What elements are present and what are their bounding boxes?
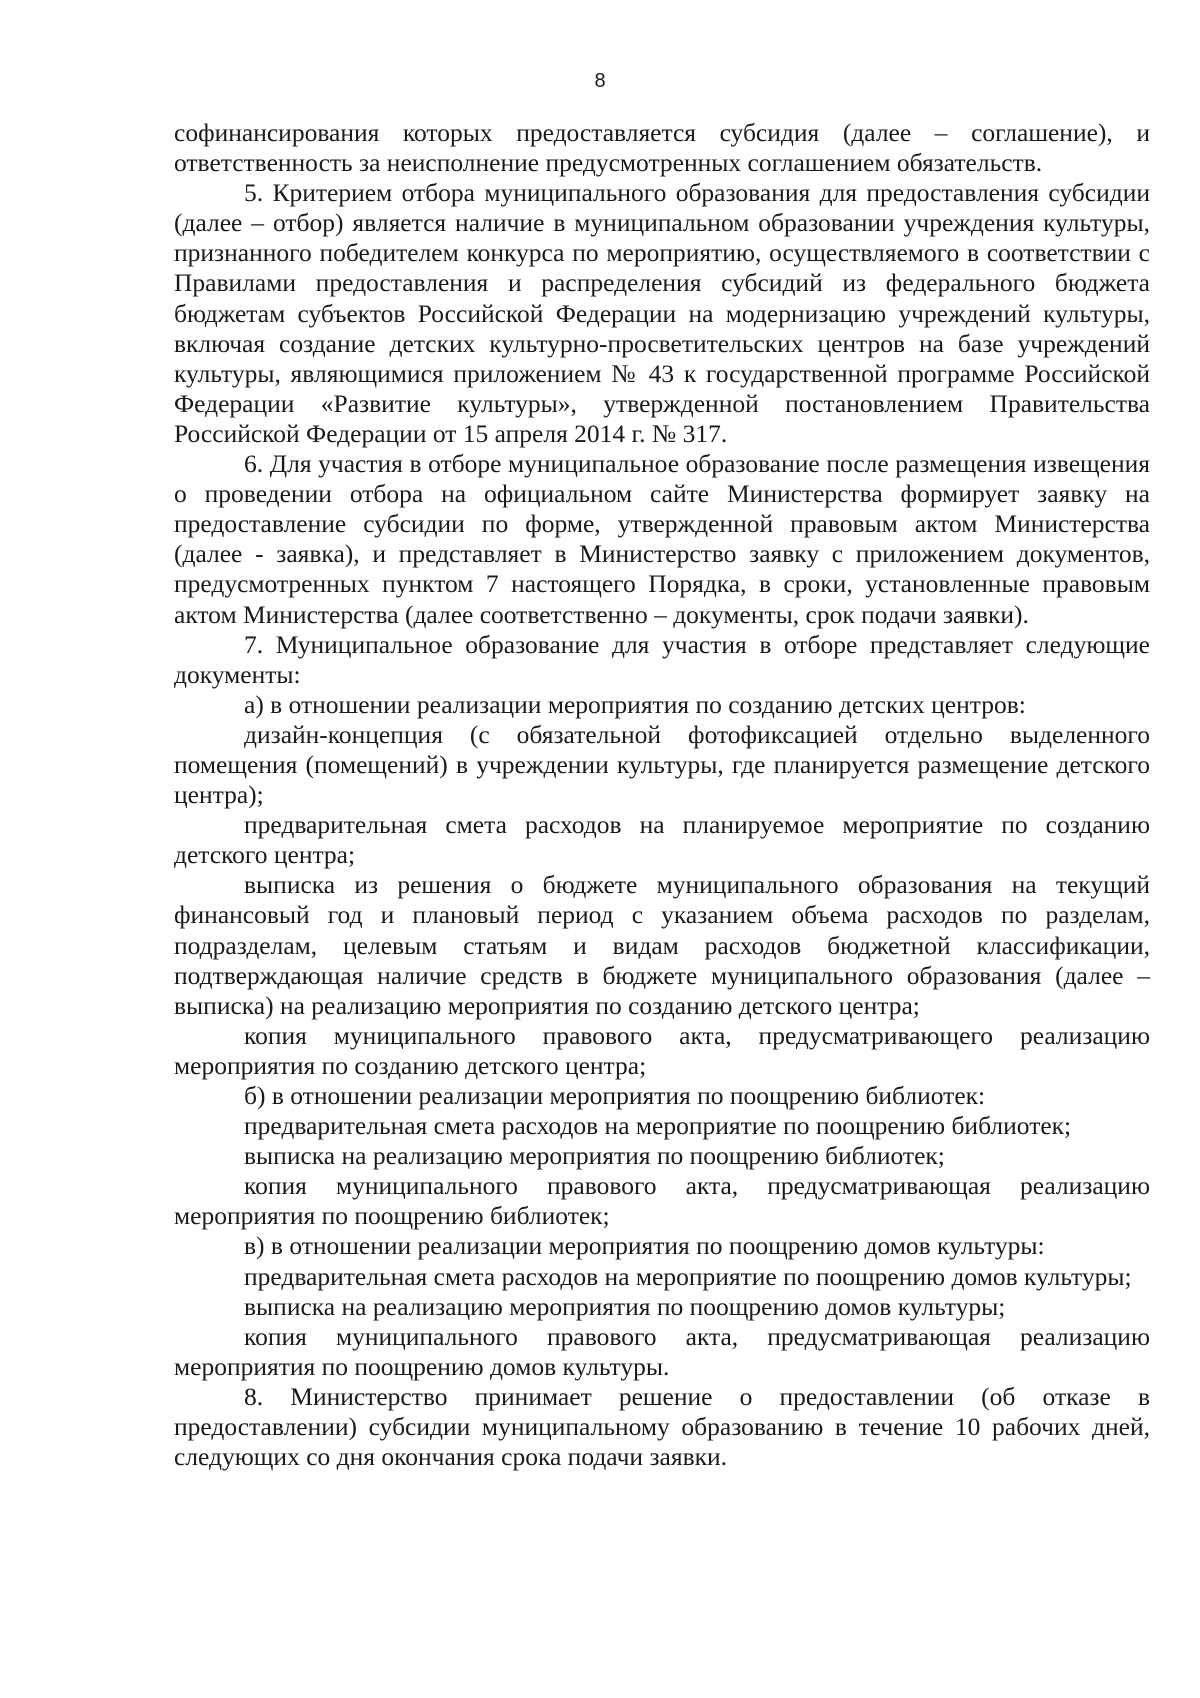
list-item: дизайн-концепция (с обязательной фотофиксацией отдельно выделенного помещения (помещений) в учреждении культуры, где планируется размещение детского центра); (174, 719, 1150, 810)
paragraph-continuation: софинансирования которых предоставляется субсидия (далее – соглашение), и ответственность за неисполнение предусмотренных соглашением обязательств. (174, 118, 1150, 178)
paragraph-item-5: 5. Критерием отбора муниципального образования для предоставления субсидии (далее – отбор) является наличие в муниципальном образовании учреждения культуры, признанного победителем конкурса по мероприятию, осуществляемого в соответствии с Правилами предоставления и распределения субсидий из федерального бюджета бюджетам субъектов Российской Федерации на модернизацию учреждений культуры, включая создание детских культурно-просветительских центров на базе учреждений культуры, являющимися приложением № 43 к государственной программе Российской Федерации «Развитие культуры», утвержденной постановлением Правительства Российской Федерации от 15 апреля 2014 г. № 317. (174, 178, 1150, 448)
list-item: копия муниципального правового акта, предусматривающего реализацию мероприятия по созданию детского центра; (174, 1020, 1150, 1080)
paragraph-item-7: 7. Муниципальное образование для участия в отборе представляет следующие документы: (174, 629, 1150, 689)
list-item: копия муниципального правового акта, предусматривающая реализацию мероприятия по поощрению домов культуры. (174, 1321, 1150, 1381)
list-item: копия муниципального правового акта, предусматривающая реализацию мероприятия по поощрению библиотек; (174, 1171, 1150, 1231)
document-body (174, 118, 1150, 1472)
paragraph-item-8: 8. Министерство принимает решение о предоставлении (об отказе в предоставлении) субсидии муниципальному образованию в течение 10 рабочих дней, следующих со дня окончания срока подачи заявки. (174, 1381, 1150, 1472)
list-item: выписка из решения о бюджете муниципального образования на текущий финансовый год и плановый период с указанием объема расходов по разделам, подразделам, целевым статьям и видам расходов бюджетной классификации, подтверждающая наличие средств в бюджете муниципального образования (далее – выписка) на реализацию мероприятия по созданию детского центра; (174, 870, 1150, 1020)
page-number: 8 (594, 70, 606, 92)
subitem-b: б) в отношении реализации мероприятия по поощрению библиотек: (244, 1081, 986, 1110)
list-item: выписка на реализацию мероприятия по поощрению домов культуры; (244, 1291, 1006, 1321)
list-item: предварительная смета расходов на планируемое мероприятие по созданию детского центра; (174, 810, 1150, 870)
list-item: предварительная смета расходов на мероприятие по поощрению библиотек; (244, 1111, 1072, 1141)
paragraph-item-6: 6. Для участия в отборе муниципальное образование после размещения извещения о проведении отбора на официальном сайте Министерства формирует заявку на предоставление субсидии по форме, утвержденной правовым актом Министерства (далее - заявка), и представляет в Министерство заявку с приложением документов, предусмотренных пунктом 7 настоящего Порядка, в сроки, установленные правовым актом Министерства (далее соответственно – документы, срок подачи заявки). (174, 449, 1150, 629)
subitem-v: в) в отношении реализации мероприятия по поощрению домов культуры: (244, 1231, 1045, 1261)
list-item: предварительная смета расходов на мероприятие по поощрению домов культуры; (244, 1261, 1132, 1291)
list-item: выписка на реализацию мероприятия по поощрению библиотек; (244, 1141, 945, 1171)
subitem-a: а) в отношении реализации мероприятия по созданию детских центров: (244, 689, 1026, 719)
